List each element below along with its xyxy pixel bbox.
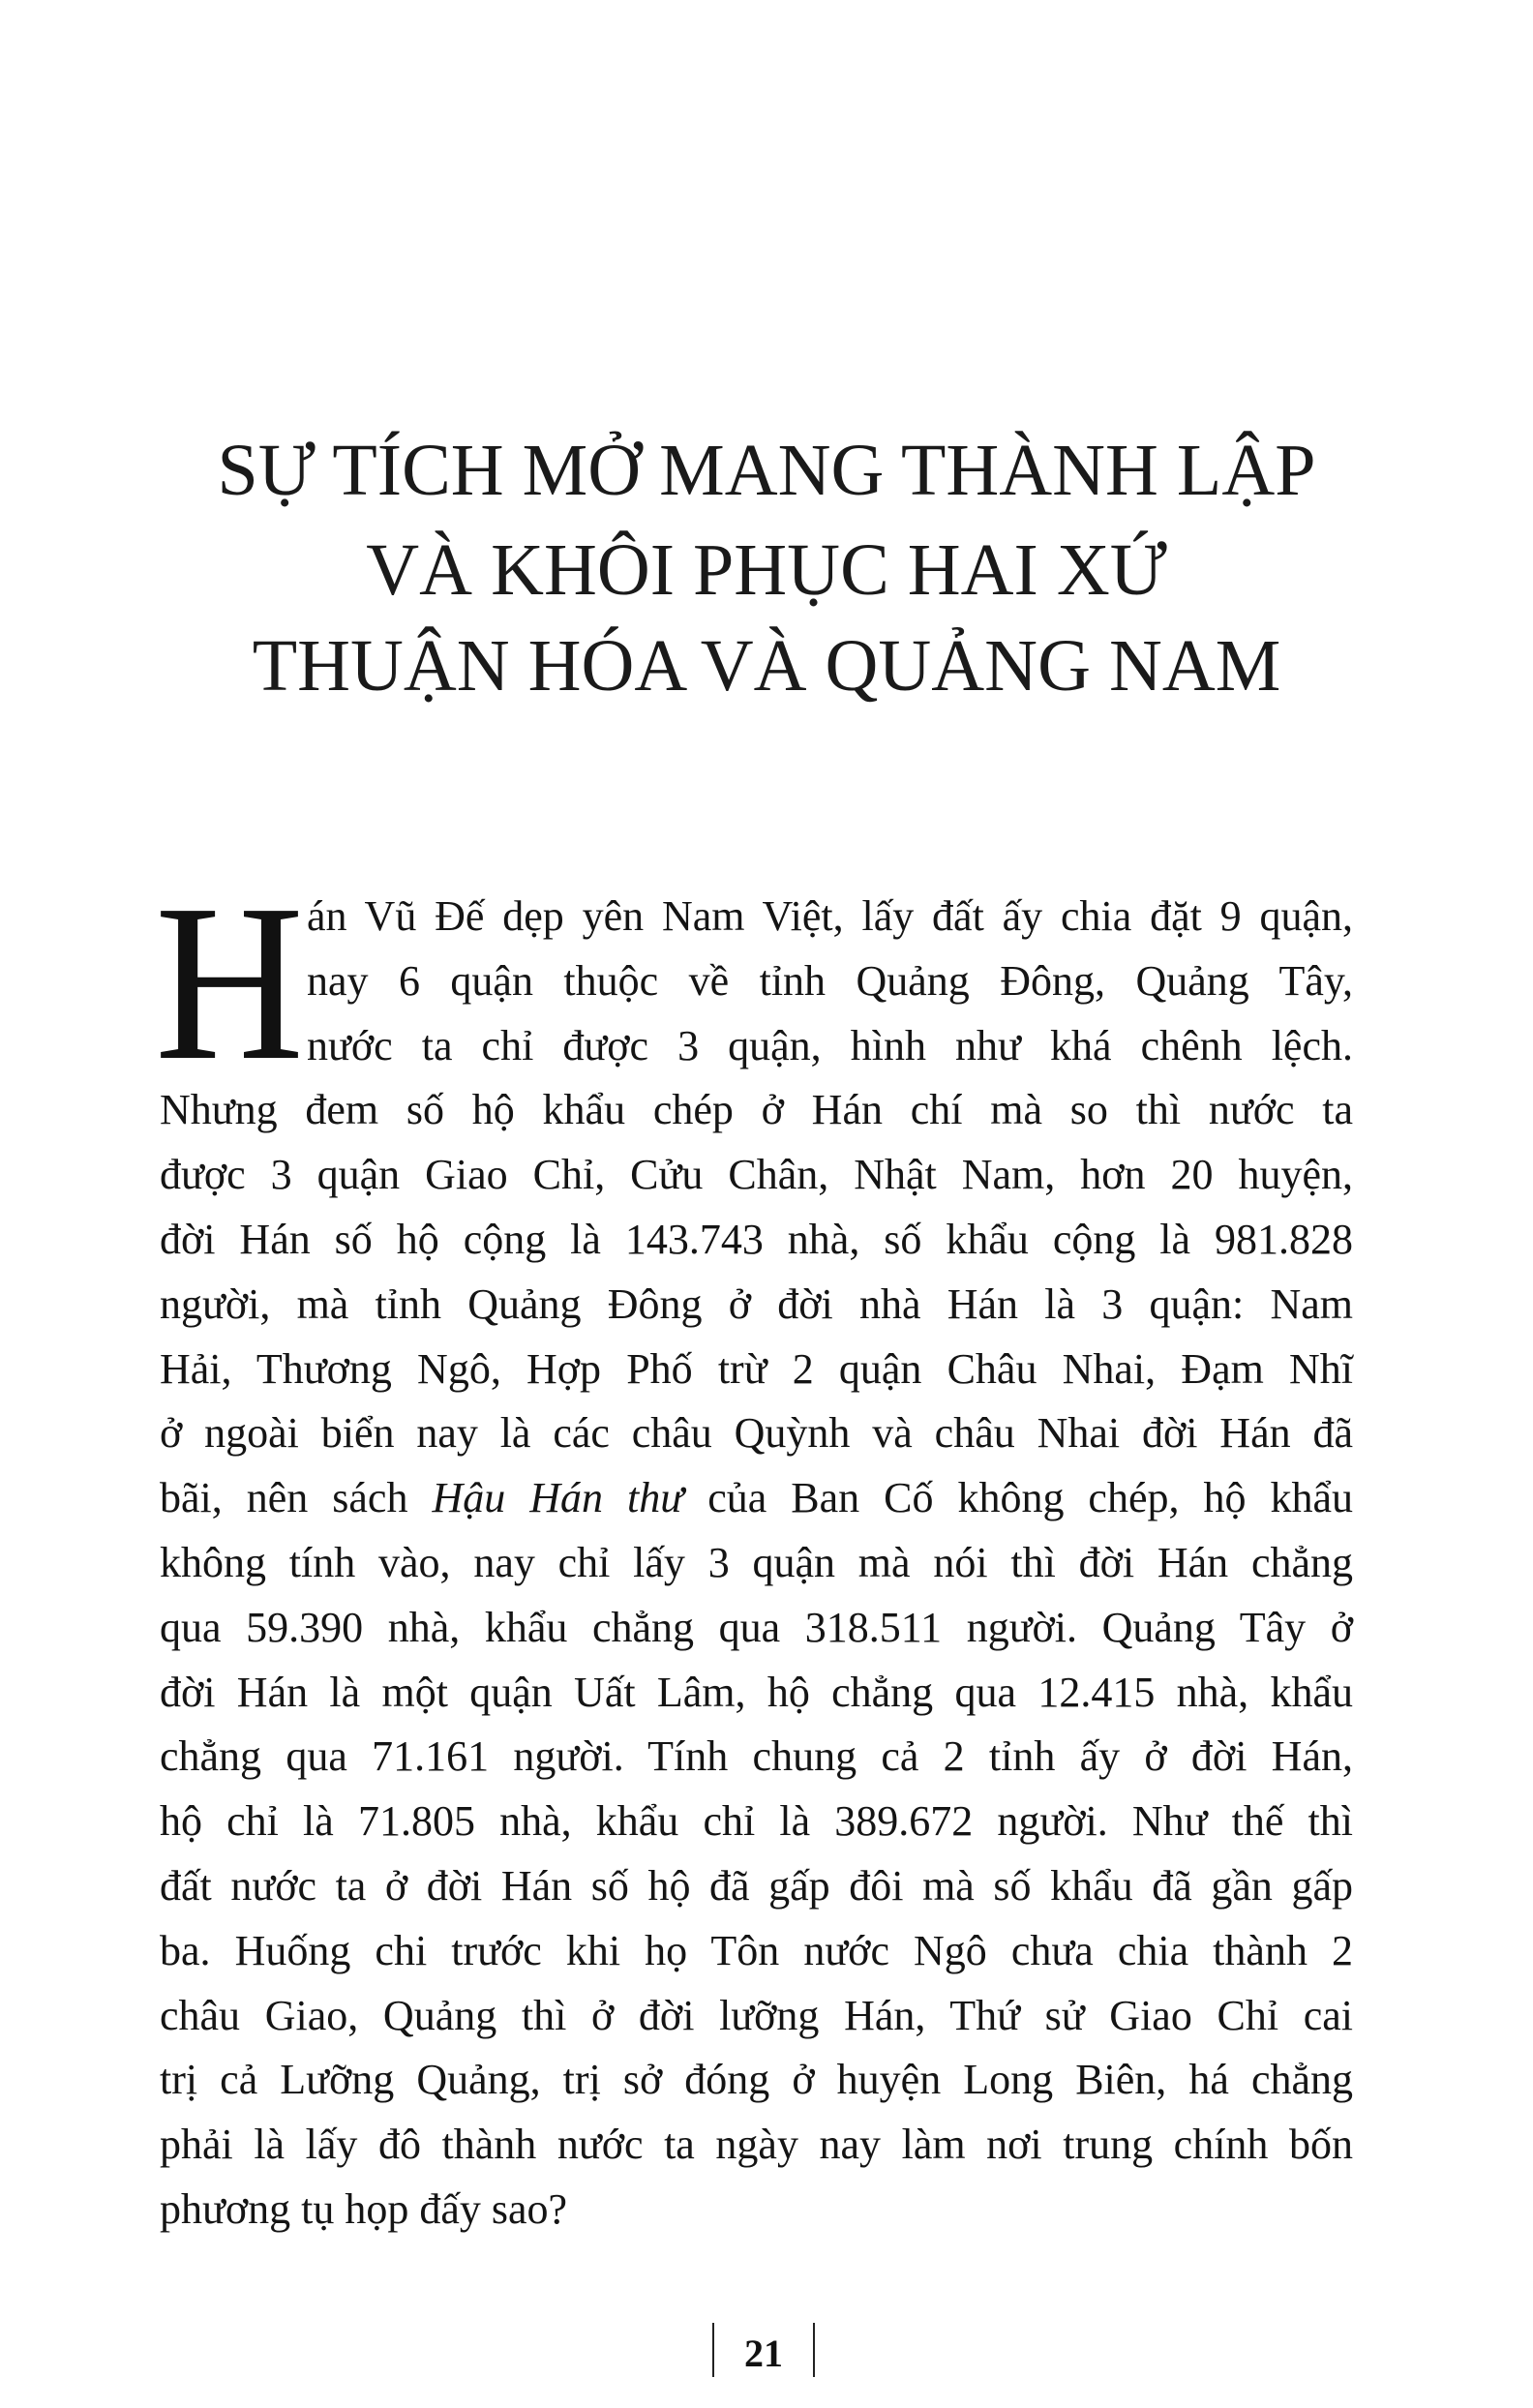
- body-line: người, mà tỉnh Quảng Đông ở đời nhà Hán là 3 quận: Nam: [160, 1279, 1353, 1328]
- body-line: đời Hán số hộ cộng là 143.743 nhà, số khẩu cộng là 981.828: [160, 1216, 1353, 1263]
- body-line: đất nước ta ở đời Hán số hộ đã gấp đôi mà số khẩu đã gần gấp: [160, 1862, 1353, 1910]
- chapter-title-line: THUẬN HÓA VÀ QUẢNG NAM: [252, 625, 1281, 707]
- drop-cap: H: [155, 858, 305, 1107]
- body-line: đời Hán là một quận Uất Lâm, hộ chẳng qua 12.415 nhà, khẩu: [160, 1668, 1353, 1716]
- body-line: Nhưng đem số hộ khẩu chép ở Hán chí mà so thì nước ta: [160, 1086, 1353, 1134]
- chapter-title-line: VÀ KHÔI PHỤC HAI XỨ: [366, 529, 1167, 611]
- body-line: nay 6 quận thuộc về tỉnh Quảng Đông, Quảng Tây,: [307, 956, 1353, 1005]
- body-line: qua 59.390 nhà, khẩu chẳng qua 318.511 người. Quảng Tây ở: [160, 1603, 1353, 1651]
- chapter-title-line: SỰ TÍCH MỞ MANG THÀNH LẬP: [217, 430, 1316, 511]
- body-line: phương tụ họp đấy sao?: [160, 2185, 568, 2233]
- body-line: Hải, Thương Ngô, Hợp Phố trừ 2 quận Châu Nhai, Đạm Nhĩ: [160, 1344, 1353, 1393]
- body-line: ở ngoài biển nay là các châu Quỳnh và châu Nhai đời Hán đã: [160, 1409, 1353, 1458]
- body-line: hộ chỉ là 71.805 nhà, khẩu chỉ là 389.672 người. Như thế thì: [160, 1797, 1353, 1846]
- body-line: án Vũ Đế dẹp yên Nam Việt, lấy đất ấy chia đặt 9 quận,: [307, 892, 1353, 940]
- body-line: châu Giao, Quảng thì ở đời lưỡng Hán, Thứ sử Giao Chỉ cai: [160, 1991, 1353, 2039]
- body-line: không tính vào, nay chỉ lấy 3 quận mà nói thì đời Hán chẳng: [160, 1539, 1353, 1586]
- body-line: nước ta chỉ được 3 quận, hình như khá chênh lệch.: [307, 1021, 1353, 1069]
- body-line: [160, 1474, 1354, 1522]
- body-text-segment: bãi, nên sách: [160, 1474, 433, 1522]
- book-title-italic: Hậu Hán thư: [432, 1474, 684, 1522]
- page-number-divider: [813, 2323, 815, 2377]
- body-line: chẳng qua 71.161 người. Tính chung cả 2 tỉnh ấy ở đời Hán,: [160, 1732, 1353, 1781]
- body-line: ba. Huống chi trước khi họ Tôn nước Ngô chưa chia thành 2: [160, 1926, 1353, 1974]
- body-line: phải là lấy đô thành nước ta ngày nay làm nơi trung chính bốn: [160, 2121, 1353, 2169]
- body-line: được 3 quận Giao Chỉ, Cửu Chân, Nhật Nam, hơn 20 huyện,: [160, 1151, 1353, 1199]
- page-number: 21: [744, 2332, 783, 2375]
- body-text-segment: của Ban Cố không chép, hộ khẩu: [683, 1474, 1354, 1522]
- body-line: trị cả Lưỡng Quảng, trị sở đóng ở huyện Long Biên, há chẳng: [160, 2056, 1353, 2104]
